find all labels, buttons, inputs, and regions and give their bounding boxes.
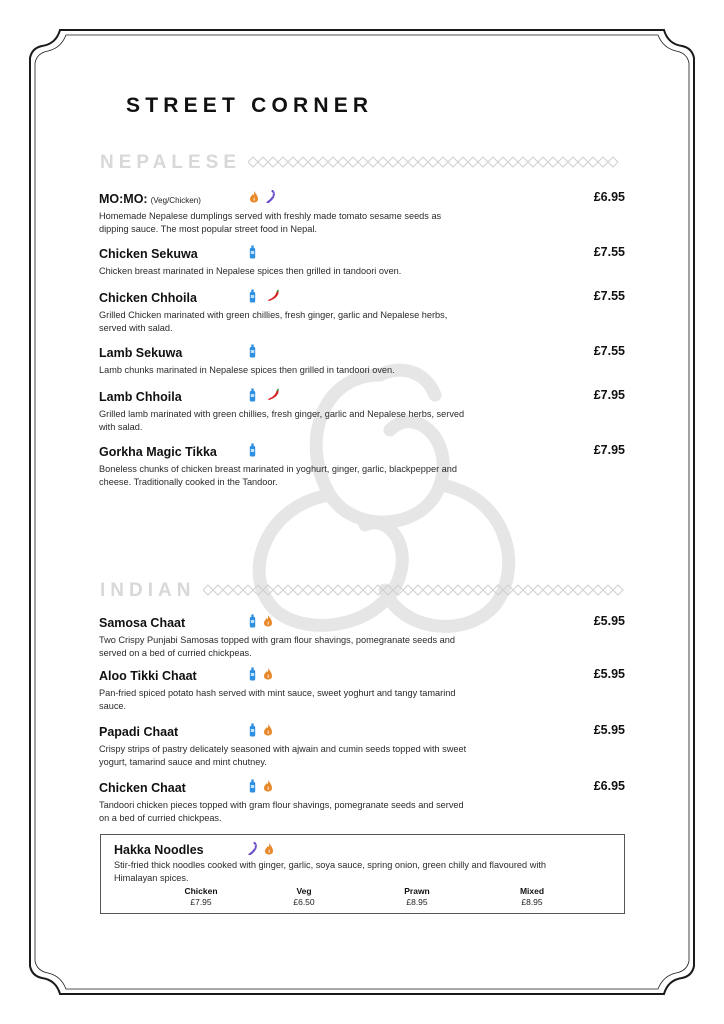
item-description: Two Crispy Punjabi Samosas topped with gram flour shavings, pomegranate seeds and served on a bed of curried chickpeas. bbox=[99, 635, 455, 658]
item-description: Stir-fried thick noodles cooked with ginger, garlic, soya sauce, spring onion, green chilly and flavoured with Himalayan spices. bbox=[114, 860, 547, 883]
item-description: Lamb chunks marinated in Nepalese spices then grilled in tandoori oven. bbox=[99, 365, 395, 375]
flame-icon bbox=[263, 723, 273, 736]
option-label: Prawn bbox=[404, 886, 430, 896]
dietary-icons bbox=[249, 245, 259, 259]
dietary-icons bbox=[249, 779, 276, 793]
item-name: Papadi Chaat bbox=[99, 725, 179, 739]
prawn-icon bbox=[266, 190, 275, 203]
menu-item bbox=[99, 190, 629, 235]
item-description: Pan-fried spiced potato hash served with mint sauce, sweet yoghurt and tangy tamarind sauce. bbox=[99, 688, 456, 711]
dietary-icons bbox=[249, 667, 276, 681]
menu-item bbox=[99, 723, 629, 768]
item-price: £7.95 bbox=[593, 388, 625, 402]
bottle-icon bbox=[249, 723, 256, 737]
dietary-icons bbox=[249, 443, 259, 457]
bottle-icon bbox=[249, 443, 256, 457]
dietary-icons bbox=[249, 344, 259, 358]
item-name: Aloo Tikki Chaat bbox=[99, 669, 197, 683]
dietary-icons bbox=[248, 842, 277, 860]
item-description: Boneless chunks of chicken breast marinated in yoghurt, ginger, garlic, blackpepper and cheese. Traditionally cooked in the Tandoor. bbox=[99, 464, 458, 487]
hakka-option bbox=[269, 886, 339, 907]
prawn-icon bbox=[248, 842, 257, 855]
item-price: £7.55 bbox=[593, 245, 625, 259]
item-name: Samosa Chaat bbox=[99, 616, 186, 630]
item-price: £7.55 bbox=[593, 289, 625, 303]
item-description: Grilled lamb marinated with green chillies, fresh ginger, garlic and Nepalese herbs, served with salad. bbox=[99, 409, 465, 432]
hakka-option bbox=[166, 886, 236, 907]
section-label: NEPALESE bbox=[100, 152, 242, 173]
item-price: £5.95 bbox=[593, 667, 625, 681]
diamond-divider bbox=[203, 583, 626, 597]
menu-title: STREET CORNER bbox=[126, 94, 374, 117]
dietary-icons bbox=[249, 289, 283, 303]
bottle-icon bbox=[249, 289, 256, 303]
menu-item bbox=[99, 667, 629, 712]
bottle-icon bbox=[249, 344, 256, 358]
item-description: Crispy strips of pastry delicately seasoned with ajwain and cumin seeds topped with sweet yogurt, tamarind sauce and mint chutney. bbox=[99, 744, 467, 767]
item-name: Hakka Noodles bbox=[114, 843, 204, 857]
bottle-icon bbox=[249, 388, 256, 402]
bottle-icon bbox=[249, 614, 256, 628]
item-price: £6.95 bbox=[593, 190, 625, 204]
item-name: Lamb Chhoila bbox=[99, 390, 182, 404]
item-price: £7.55 bbox=[593, 344, 625, 358]
chilli-icon bbox=[267, 388, 280, 401]
menu-item bbox=[99, 614, 629, 659]
dietary-icons bbox=[249, 190, 278, 204]
item-price: £7.95 bbox=[593, 443, 625, 457]
menu-item bbox=[99, 289, 629, 334]
item-name: MO:MO: bbox=[99, 192, 148, 206]
item-name: Chicken Chhoila bbox=[99, 291, 197, 305]
item-description: Tandoori chicken pieces topped with gram flour shavings, pomegranate seeds and served on a bed of curried chickpeas. bbox=[99, 800, 464, 823]
item-price: £5.95 bbox=[593, 723, 625, 737]
section-label: INDIAN bbox=[100, 580, 196, 601]
menu-item bbox=[99, 245, 629, 278]
option-label: Veg bbox=[296, 886, 312, 896]
item-subtitle: (Veg/Chicken) bbox=[150, 196, 201, 205]
item-name: Chicken Sekuwa bbox=[99, 247, 198, 261]
option-price: £8.95 bbox=[406, 897, 428, 907]
item-name: Lamb Sekuwa bbox=[99, 346, 183, 360]
item-price: £6.95 bbox=[593, 779, 625, 793]
bottle-icon bbox=[249, 667, 256, 681]
section-header-nepalese bbox=[100, 152, 630, 174]
flame-icon bbox=[263, 779, 273, 792]
diamond-divider bbox=[248, 155, 626, 169]
item-name: Chicken Chaat bbox=[99, 781, 186, 795]
menu-item bbox=[99, 344, 629, 377]
item-description: Chicken breast marinated in Nepalese spices then grilled in tandoori oven. bbox=[99, 266, 402, 276]
chilli-icon bbox=[267, 289, 280, 302]
dietary-icons bbox=[249, 614, 276, 628]
hakka-noodles-box bbox=[100, 834, 625, 914]
item-price: £5.95 bbox=[593, 614, 625, 628]
hakka-option bbox=[382, 886, 452, 907]
menu-item bbox=[99, 443, 629, 488]
option-label: Mixed bbox=[519, 886, 545, 896]
item-description: Homemade Nepalese dumplings served with freshly made tomato sesame seeds as dipping sauce. The most popular street food in Nepal. bbox=[99, 211, 442, 234]
dietary-icons bbox=[249, 388, 283, 402]
bottle-icon bbox=[249, 779, 256, 793]
menu-item bbox=[99, 388, 629, 433]
flame-icon bbox=[249, 190, 259, 203]
dietary-icons bbox=[249, 723, 276, 737]
item-name: Gorkha Magic Tikka bbox=[99, 445, 217, 459]
bottle-icon bbox=[249, 245, 256, 259]
option-price: £7.95 bbox=[190, 897, 212, 907]
item-description: Grilled Chicken marinated with green chillies, fresh ginger, garlic and Nepalese herbs, served with salad. bbox=[99, 310, 448, 333]
flame-icon bbox=[263, 667, 273, 680]
flame-icon bbox=[263, 614, 273, 627]
menu-item bbox=[99, 779, 629, 824]
hakka-option bbox=[497, 886, 567, 907]
option-price: £8.95 bbox=[521, 897, 543, 907]
option-label: Chicken bbox=[184, 886, 218, 896]
flame-icon bbox=[264, 842, 274, 855]
option-price: £6.50 bbox=[293, 897, 315, 907]
section-header-indian bbox=[100, 580, 630, 602]
